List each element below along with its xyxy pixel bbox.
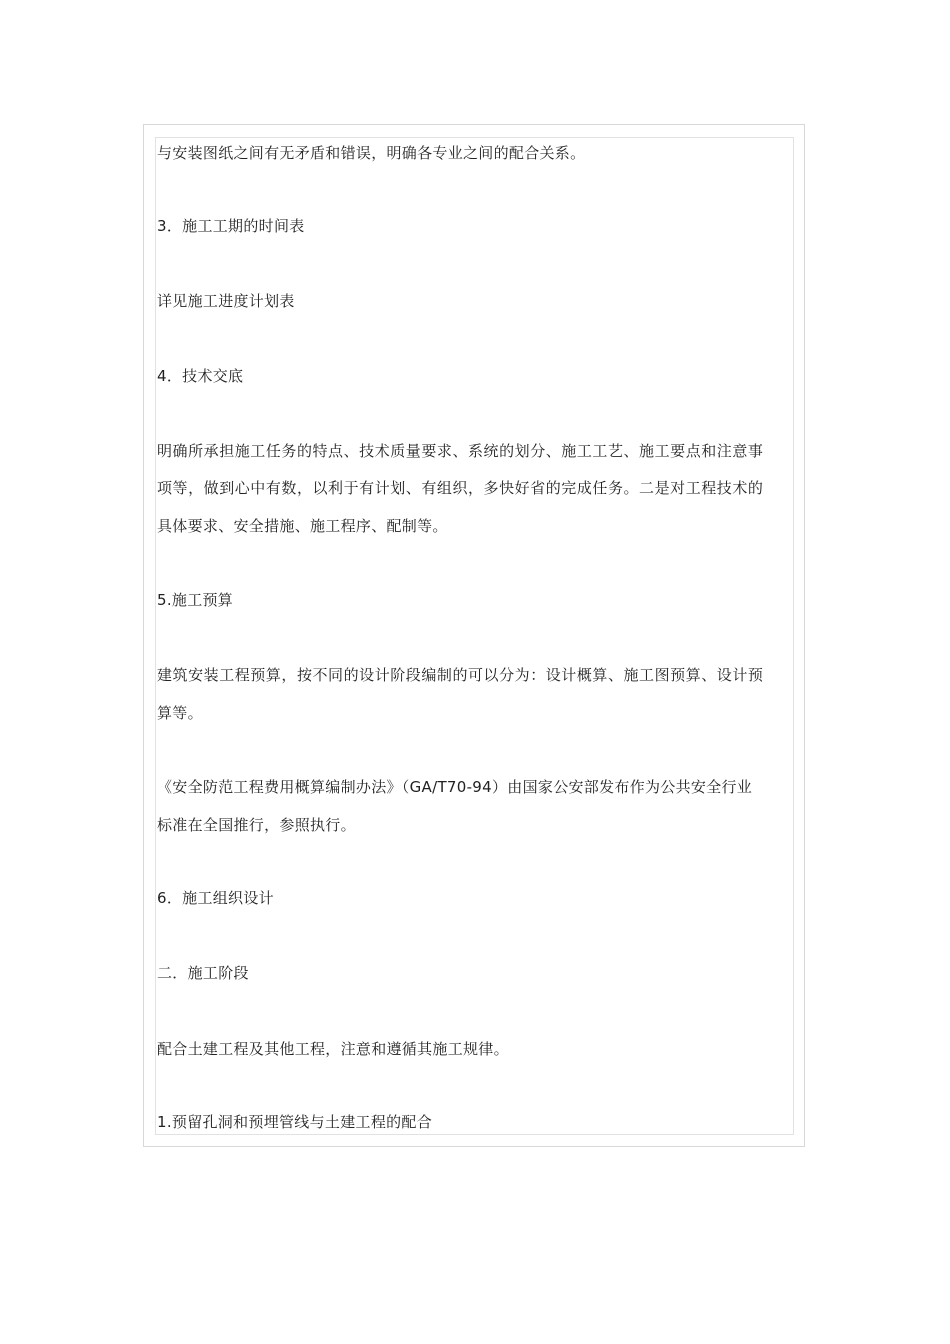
heading-budget: 5.施工预算 (157, 591, 234, 609)
heading-reserved-holes: 1.预留孔洞和预埋管线与土建工程的配合 (157, 1113, 433, 1131)
heading-schedule: 3．施工工期的时间表 (157, 217, 305, 235)
paragraph-budget-line-2: 算等。 (157, 704, 203, 722)
paragraph-budget-line-1: 建筑安装工程预算，按不同的设计阶段编制的可以分为：设计概算、施工图预算、设计预 (157, 666, 764, 684)
heading-construction-phase: 二．施工阶段 (157, 964, 249, 982)
paragraph-standard-line-1: 《安全防范工程费用概算编制办法》（GA/T70-94）由国家公安部发布作为公共安全行业 (157, 778, 753, 796)
heading-technical-briefing: 4．技术交底 (157, 367, 244, 385)
paragraph-briefing-line-2: 项等，做到心中有数，以利于有计划、有组织，多快好省的完成任务。二是对工程技术的 (157, 479, 764, 497)
paragraph-briefing-line-3: 具体要求、安全措施、施工程序、配制等。 (157, 517, 448, 535)
heading-organization-design: 6．施工组织设计 (157, 889, 274, 907)
paragraph-coordination: 配合土建工程及其他工程，注意和遵循其施工规律。 (157, 1040, 509, 1058)
page-inner-border (155, 137, 794, 1135)
paragraph-standard-line-2: 标准在全国推行，参照执行。 (157, 816, 356, 834)
paragraph-drawing-check-line: 与安装图纸之间有无矛盾和错误，明确各专业之间的配合关系。 (157, 144, 586, 162)
paragraph-schedule-ref: 详见施工进度计划表 (157, 292, 295, 310)
paragraph-briefing-line-1: 明确所承担施工任务的特点、技术质量要求、系统的划分、施工工艺、施工要点和注意事 (157, 442, 764, 460)
